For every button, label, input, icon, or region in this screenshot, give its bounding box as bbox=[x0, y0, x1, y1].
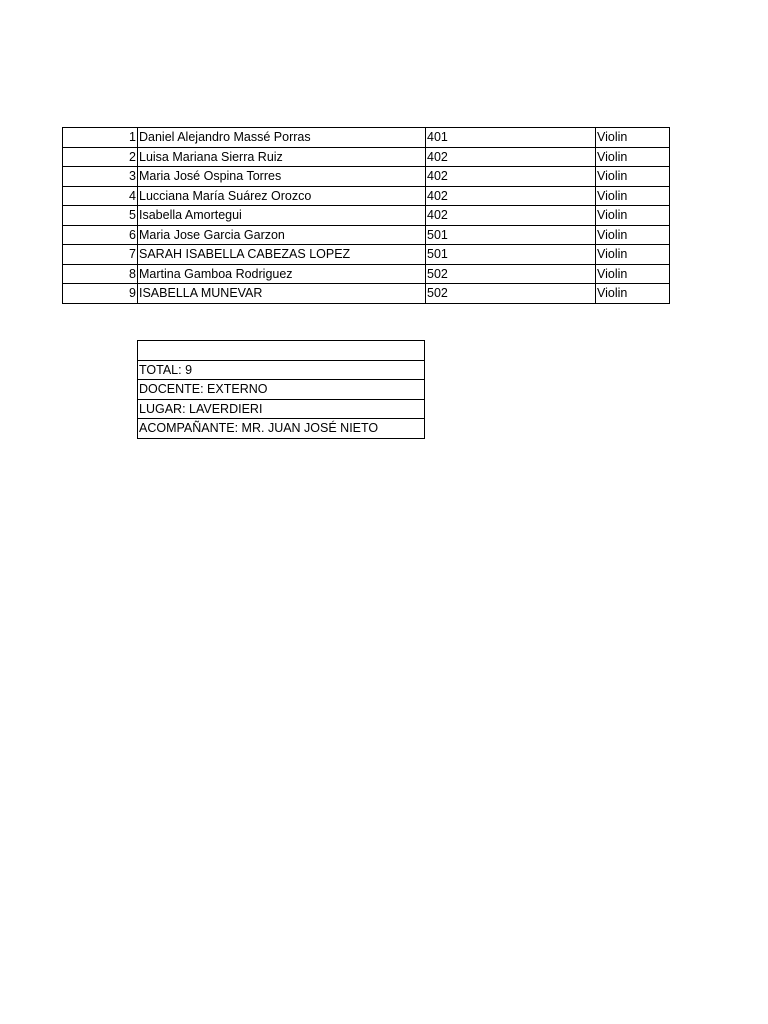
table-row bbox=[63, 284, 670, 304]
student-grade: 502 bbox=[426, 284, 596, 304]
student-name: Maria Jose Garcia Garzon bbox=[138, 225, 426, 245]
student-instrument: Violin bbox=[596, 147, 670, 167]
student-instrument: Violin bbox=[596, 206, 670, 226]
summary-lugar: LUGAR: LAVERDIERI bbox=[138, 399, 425, 419]
summary-total: TOTAL: 9 bbox=[138, 360, 425, 380]
student-name: SARAH ISABELLA CABEZAS LOPEZ bbox=[138, 245, 426, 265]
table-row bbox=[63, 147, 670, 167]
summary-row-acompanante bbox=[138, 419, 425, 439]
student-grade: 402 bbox=[426, 167, 596, 187]
student-name: Luisa Mariana Sierra Ruiz bbox=[138, 147, 426, 167]
student-instrument: Violin bbox=[596, 245, 670, 265]
summary-docente: DOCENTE: EXTERNO bbox=[138, 380, 425, 400]
table-row bbox=[63, 186, 670, 206]
summary-row-lugar bbox=[138, 399, 425, 419]
student-instrument: Violin bbox=[596, 225, 670, 245]
student-instrument: Violin bbox=[596, 284, 670, 304]
row-number: 3 bbox=[63, 167, 138, 187]
student-name: ISABELLA MUNEVAR bbox=[138, 284, 426, 304]
student-name: Martina Gamboa Rodriguez bbox=[138, 264, 426, 284]
student-instrument: Violin bbox=[596, 128, 670, 148]
student-instrument: Violin bbox=[596, 186, 670, 206]
table-row bbox=[63, 245, 670, 265]
student-name: Isabella Amortegui bbox=[138, 206, 426, 226]
row-number: 7 bbox=[63, 245, 138, 265]
student-roster-table bbox=[62, 127, 670, 304]
student-instrument: Violin bbox=[596, 167, 670, 187]
summary-row-docente bbox=[138, 380, 425, 400]
student-grade: 501 bbox=[426, 225, 596, 245]
student-instrument: Violin bbox=[596, 264, 670, 284]
row-number: 9 bbox=[63, 284, 138, 304]
summary-row-total bbox=[138, 360, 425, 380]
row-number: 5 bbox=[63, 206, 138, 226]
student-grade: 402 bbox=[426, 147, 596, 167]
row-number: 6 bbox=[63, 225, 138, 245]
student-name: Daniel Alejandro Massé Porras bbox=[138, 128, 426, 148]
student-grade: 401 bbox=[426, 128, 596, 148]
student-grade: 402 bbox=[426, 186, 596, 206]
table-row bbox=[63, 167, 670, 187]
table-row bbox=[63, 128, 670, 148]
student-name: Lucciana María Suárez Orozco bbox=[138, 186, 426, 206]
summary-table bbox=[137, 340, 425, 439]
table-row bbox=[63, 225, 670, 245]
table-row bbox=[63, 264, 670, 284]
row-number: 2 bbox=[63, 147, 138, 167]
summary-blank-cell bbox=[138, 341, 425, 361]
table-row bbox=[63, 206, 670, 226]
summary-acompanante: ACOMPAÑANTE: MR. JUAN JOSÉ NIETO bbox=[138, 419, 425, 439]
student-grade: 501 bbox=[426, 245, 596, 265]
row-number: 1 bbox=[63, 128, 138, 148]
student-grade: 402 bbox=[426, 206, 596, 226]
summary-row-blank bbox=[138, 341, 425, 361]
student-grade: 502 bbox=[426, 264, 596, 284]
student-name: Maria José Ospina Torres bbox=[138, 167, 426, 187]
row-number: 4 bbox=[63, 186, 138, 206]
row-number: 8 bbox=[63, 264, 138, 284]
